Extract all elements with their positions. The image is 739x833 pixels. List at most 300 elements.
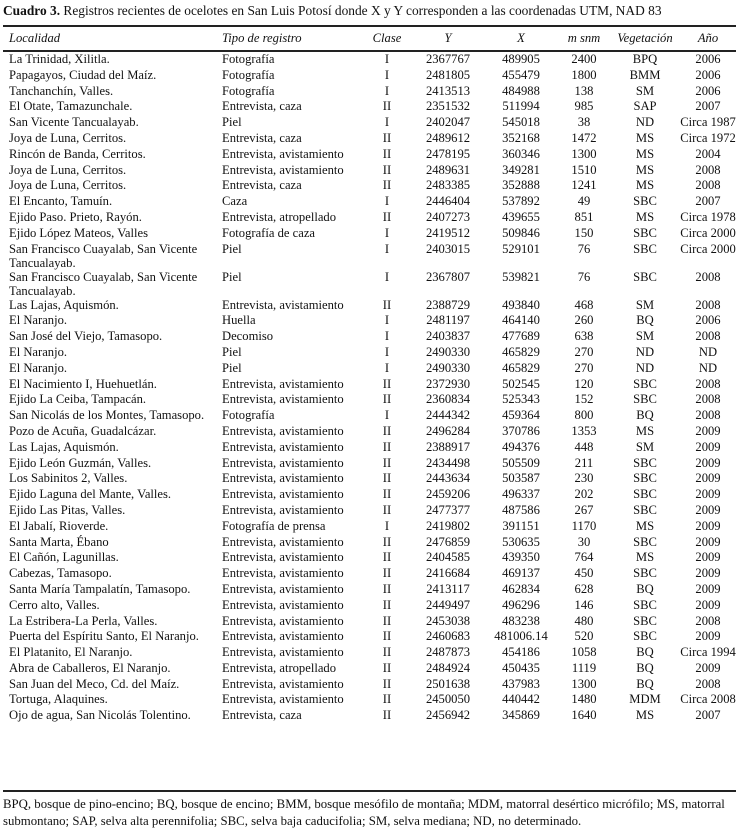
- cell-x: 505509: [502, 455, 540, 470]
- cell-tipo: Entrevista, atropellado: [222, 660, 337, 675]
- cell-msnm: 1472: [571, 130, 597, 145]
- cell-y: 2419512: [425, 225, 471, 240]
- cell-clase: II: [382, 99, 392, 114]
- cell-tipo: Caza: [222, 194, 248, 209]
- bottom-rule: [3, 790, 736, 792]
- cell-vegetacion: MDM: [629, 692, 661, 707]
- cell-clase: II: [382, 613, 392, 628]
- cell-clase: II: [382, 550, 392, 565]
- cell-tipo: Piel: [222, 115, 242, 130]
- cell-localidad: San Francisco Cuayalab, San Vicente Tancualayab.: [9, 241, 198, 270]
- cell-localidad: Papagayos, Ciudad del Maíz.: [9, 67, 157, 82]
- cell-x: 487586: [502, 502, 540, 517]
- cell-localidad: Santa Marta, Ébano: [9, 534, 109, 549]
- cell-clase: II: [382, 146, 392, 161]
- cell-x: 462834: [502, 581, 540, 596]
- cell-x: 454186: [502, 645, 540, 660]
- cell-vegetacion: BQ: [636, 581, 654, 596]
- cell-x: 469137: [502, 566, 540, 581]
- cell-localidad: Tanchanchín, Valles.: [9, 83, 114, 98]
- cell-vegetacion: ND: [635, 344, 655, 359]
- cell-msnm: 120: [574, 376, 594, 391]
- cell-localidad: Ejido López Mateos, Valles: [9, 225, 148, 240]
- cell-clase: II: [382, 581, 392, 596]
- cell-localidad: Ejido Paso. Prieto, Rayón.: [9, 209, 142, 224]
- table-row: [3, 440, 736, 456]
- cell-vegetacion: BQ: [636, 660, 654, 675]
- table-row: [3, 194, 736, 210]
- cell-clase: II: [382, 676, 392, 691]
- cell-localidad: Pozo de Acuña, Guadalcázar.: [9, 423, 157, 438]
- cell-x: 370786: [502, 423, 540, 438]
- cell-tipo: Entrevista, avistamiento: [222, 297, 344, 312]
- cell-clase: II: [382, 502, 392, 517]
- cell-vegetacion: BPQ: [632, 52, 658, 66]
- cell-x: 464140: [502, 313, 540, 328]
- table-row: [3, 50, 736, 68]
- cell-msnm: 270: [574, 360, 594, 375]
- cell-tipo: Entrevista, avistamiento: [222, 597, 344, 612]
- cell-localidad: El Cañón, Lagunillas.: [9, 550, 119, 565]
- table-row: [3, 629, 736, 645]
- cell-vegetacion: MS: [635, 423, 655, 438]
- cell-y: 2450050: [425, 692, 471, 707]
- cell-tipo: Entrevista, avistamiento: [222, 581, 344, 596]
- cell-tipo: Entrevista, avistamiento: [222, 692, 344, 707]
- cell-msnm: 202: [574, 487, 594, 502]
- table-row: [3, 242, 736, 270]
- cell-vegetacion: MS: [635, 518, 655, 533]
- cell-clase: I: [384, 225, 390, 240]
- cell-clase: II: [382, 487, 392, 502]
- table-row: [3, 131, 736, 147]
- cell-x: 493840: [502, 297, 540, 312]
- cell-x: 484988: [502, 83, 540, 98]
- cell-x: 503587: [502, 471, 540, 486]
- cell-msnm: 638: [574, 329, 594, 344]
- cell-msnm: 800: [574, 408, 594, 423]
- cell-clase: II: [382, 423, 392, 438]
- cell-x: 509846: [502, 225, 540, 240]
- cell-localidad: El Platanito, El Naranjo.: [9, 645, 133, 660]
- cell-y: 2434498: [425, 455, 471, 470]
- cell-msnm: 76: [577, 241, 591, 256]
- cell-y: 2413513: [425, 83, 471, 98]
- cell-anio: 2008: [695, 297, 721, 312]
- cell-localidad: El Otate, Tamazunchale.: [9, 99, 133, 114]
- col-header-tipo: Tipo de registro: [222, 31, 302, 45]
- cell-x: 529101: [502, 241, 540, 256]
- cell-x: 352888: [502, 178, 540, 193]
- cell-localidad: Rincón de Banda, Cerritos.: [9, 146, 146, 161]
- cell-x: 349281: [502, 162, 540, 177]
- table-row: [3, 313, 736, 329]
- cell-msnm: 985: [574, 99, 594, 114]
- cell-anio: ND: [698, 360, 718, 375]
- cell-anio: 2009: [695, 597, 721, 612]
- cell-tipo: Piel: [222, 344, 242, 359]
- cell-anio: Circa 1972: [680, 130, 736, 145]
- table-row: [3, 361, 736, 377]
- cell-vegetacion: MS: [635, 162, 655, 177]
- cell-clase: I: [384, 518, 390, 533]
- cell-msnm: 1058: [571, 645, 597, 660]
- cell-y: 2388917: [425, 439, 471, 454]
- cell-clase: I: [384, 408, 390, 423]
- cell-localidad: Los Sabinitos 2, Valles.: [9, 471, 128, 486]
- cell-msnm: 1640: [571, 708, 597, 723]
- cell-x: 439655: [502, 209, 540, 224]
- cell-vegetacion: SM: [635, 439, 655, 454]
- table-row: [3, 226, 736, 242]
- cell-clase: I: [384, 52, 390, 66]
- cell-tipo: Entrevista, avistamiento: [222, 487, 344, 502]
- table-row: [3, 99, 736, 115]
- cell-x: 539821: [502, 269, 540, 284]
- cell-localidad: Ejido León Guzmán, Valles.: [9, 455, 152, 470]
- footnote: BPQ, bosque de pino-encino; BQ, bosque de encino; BMM, bosque mesófilo de montaña; MDM, matorral desértico micrófilo; MS, matorral submontano; SAP, selva alta perennifolia; SBC, selva baja caducifolia; SM, selva mediana; ND, no determinado.: [3, 797, 725, 828]
- cell-vegetacion: SBC: [633, 471, 657, 486]
- cell-clase: II: [382, 471, 392, 486]
- cell-anio: 2006: [695, 313, 721, 328]
- cell-tipo: Entrevista, caza: [222, 178, 302, 193]
- cell-y: 2443634: [425, 471, 471, 486]
- table-row: [3, 692, 736, 708]
- cell-msnm: 1241: [571, 178, 597, 193]
- cell-vegetacion: BQ: [636, 645, 654, 660]
- table-row: [3, 471, 736, 487]
- table-row: [3, 298, 736, 314]
- cell-x: 345869: [502, 708, 540, 723]
- cell-clase: II: [382, 566, 392, 581]
- cell-y: 2372930: [425, 376, 471, 391]
- cell-x: 537892: [502, 194, 540, 209]
- cell-tipo: Entrevista, avistamiento: [222, 534, 344, 549]
- table-row: [3, 519, 736, 535]
- cell-y: 2489612: [425, 130, 471, 145]
- cell-clase: II: [382, 660, 392, 675]
- cell-anio: 2007: [695, 99, 721, 114]
- cell-x: 496337: [502, 487, 540, 502]
- cell-clase: II: [382, 708, 392, 723]
- cell-vegetacion: SM: [635, 329, 655, 344]
- cell-y: 2459206: [425, 487, 471, 502]
- table-row: [3, 550, 736, 566]
- col-header-anio: Año: [697, 31, 719, 45]
- cell-vegetacion: MS: [635, 146, 655, 161]
- cell-tipo: Fotografía: [222, 408, 275, 423]
- header-row: [3, 27, 736, 50]
- cell-vegetacion: SBC: [633, 241, 657, 256]
- table-row: [3, 345, 736, 361]
- cell-vegetacion: ND: [635, 360, 655, 375]
- col-header-x: X: [517, 31, 525, 45]
- cell-anio: Circa 1987: [680, 115, 736, 130]
- cell-tipo: Entrevista, caza: [222, 99, 302, 114]
- cell-x: 525343: [502, 392, 540, 407]
- cell-y: 2402047: [425, 115, 471, 130]
- cell-anio: 2007: [695, 194, 721, 209]
- cell-vegetacion: SM: [635, 83, 655, 98]
- cell-vegetacion: MS: [635, 178, 655, 193]
- cell-y: 2483385: [425, 178, 471, 193]
- cell-msnm: 150: [574, 225, 594, 240]
- cell-anio: 2008: [695, 329, 721, 344]
- cell-y: 2453038: [425, 613, 471, 628]
- cell-y: 2419802: [425, 518, 471, 533]
- cell-clase: II: [382, 645, 392, 660]
- cell-msnm: 260: [574, 313, 594, 328]
- cell-x: 440442: [502, 692, 540, 707]
- cell-msnm: 138: [574, 83, 594, 98]
- cell-y: 2484924: [425, 660, 471, 675]
- cell-anio: 2008: [695, 376, 721, 391]
- cell-clase: I: [384, 115, 390, 130]
- table-row: [3, 582, 736, 598]
- cell-anio: 2008: [695, 178, 721, 193]
- cell-vegetacion: BQ: [636, 676, 654, 691]
- cell-msnm: 520: [574, 629, 594, 644]
- cell-msnm: 851: [574, 209, 594, 224]
- cell-msnm: 480: [574, 613, 594, 628]
- table-row: [3, 115, 736, 131]
- cell-tipo: Entrevista, avistamiento: [222, 146, 344, 161]
- cell-vegetacion: SBC: [633, 455, 657, 470]
- cell-vegetacion: SAP: [633, 99, 657, 114]
- cell-y: 2449497: [425, 597, 471, 612]
- table-row: [3, 487, 736, 503]
- table-row: [3, 614, 736, 630]
- cell-tipo: Entrevista, atropellado: [222, 209, 337, 224]
- cell-vegetacion: SBC: [633, 225, 657, 240]
- cell-tipo: Fotografía de caza: [222, 225, 316, 240]
- cell-clase: I: [384, 360, 390, 375]
- cell-tipo: Fotografía: [222, 83, 275, 98]
- cell-x: 455479: [502, 67, 540, 82]
- cell-msnm: 1480: [571, 692, 597, 707]
- cell-anio: 2009: [695, 471, 721, 486]
- cell-localidad: Ejido Las Pitas, Valles.: [9, 502, 126, 517]
- cell-vegetacion: SBC: [633, 487, 657, 502]
- cell-anio: 2008: [695, 162, 721, 177]
- table-row: [3, 408, 736, 424]
- cell-anio: 2008: [695, 613, 721, 628]
- cell-localidad: El Jabalí, Rioverde.: [9, 518, 109, 533]
- cell-y: 2351532: [425, 99, 471, 114]
- cell-anio: 2009: [695, 455, 721, 470]
- cell-vegetacion: BQ: [636, 313, 654, 328]
- cell-msnm: 1300: [571, 146, 597, 161]
- cell-localidad: Joya de Luna, Cerritos.: [9, 130, 127, 145]
- cell-x: 465829: [502, 360, 540, 375]
- table-row: [3, 661, 736, 677]
- cell-x: 477689: [502, 329, 540, 344]
- cell-anio: 2008: [695, 269, 721, 284]
- table-row: [3, 329, 736, 345]
- cell-anio: 2009: [695, 660, 721, 675]
- cell-y: 2367807: [425, 269, 471, 284]
- cell-y: 2460683: [425, 629, 471, 644]
- cell-localidad: Joya de Luna, Cerritos.: [9, 178, 127, 193]
- cell-vegetacion: MS: [635, 130, 655, 145]
- cell-localidad: Las Lajas, Aquismón.: [9, 297, 119, 312]
- cell-clase: II: [382, 209, 392, 224]
- cell-clase: I: [384, 344, 390, 359]
- cell-anio: 2009: [695, 566, 721, 581]
- cell-anio: 2008: [695, 676, 721, 691]
- cell-msnm: 267: [574, 502, 594, 517]
- table-row: [3, 708, 736, 724]
- cell-y: 2477377: [425, 502, 471, 517]
- cell-y: 2456942: [425, 708, 471, 723]
- cell-x: 502545: [502, 376, 540, 391]
- table-row: [3, 68, 736, 84]
- cell-tipo: Entrevista, caza: [222, 130, 302, 145]
- cell-x: 437983: [502, 676, 540, 691]
- table-row: [3, 270, 736, 298]
- cell-y: 2416684: [425, 566, 471, 581]
- cell-vegetacion: SM: [635, 297, 655, 312]
- cell-vegetacion: ND: [635, 115, 655, 130]
- col-header-localidad: Localidad: [9, 31, 61, 45]
- cell-x: 465829: [502, 344, 540, 359]
- cell-tipo: Fotografía: [222, 67, 275, 82]
- cell-msnm: 38: [577, 115, 591, 130]
- cell-x: 511994: [502, 99, 540, 114]
- cell-tipo: Piel: [222, 269, 242, 284]
- cell-localidad: La Trinidad, Xilitla.: [9, 52, 110, 66]
- cell-msnm: 1300: [571, 676, 597, 691]
- cell-vegetacion: SBC: [633, 392, 657, 407]
- cell-localidad: San Francisco Cuayalab, San Vicente Tancualayab.: [9, 269, 198, 298]
- cell-vegetacion: SBC: [633, 597, 657, 612]
- cell-msnm: 1510: [571, 162, 597, 177]
- cell-clase: I: [384, 313, 390, 328]
- cell-msnm: 146: [574, 597, 594, 612]
- cell-localidad: El Encanto, Tamuín.: [9, 194, 113, 209]
- cell-anio: Circa 1994: [680, 645, 736, 660]
- table-row: [3, 210, 736, 226]
- cell-vegetacion: BMM: [629, 67, 661, 82]
- table-row: [3, 503, 736, 519]
- cell-tipo: Entrevista, avistamiento: [222, 566, 344, 581]
- cell-y: 2478195: [425, 146, 471, 161]
- cell-clase: II: [382, 392, 392, 407]
- cell-msnm: 468: [574, 297, 594, 312]
- cell-localidad: El Naranjo.: [9, 313, 68, 328]
- cell-anio: 2006: [695, 83, 721, 98]
- cell-localidad: Las Lajas, Aquismón.: [9, 439, 119, 454]
- cell-y: 2413117: [426, 581, 470, 596]
- cell-msnm: 1353: [571, 423, 597, 438]
- cell-clase: I: [384, 241, 390, 256]
- cell-x: 450435: [502, 660, 540, 675]
- cell-anio: 2009: [695, 629, 721, 644]
- table-row: [3, 535, 736, 551]
- cell-vegetacion: SBC: [633, 566, 657, 581]
- table-row: [3, 598, 736, 614]
- cell-y: 2489631: [425, 162, 471, 177]
- cell-anio: 2009: [695, 439, 721, 454]
- table-row: [3, 456, 736, 472]
- col-header-clase: Clase: [372, 31, 402, 45]
- cell-y: 2481805: [425, 67, 471, 82]
- cell-y: 2404585: [425, 550, 471, 565]
- cell-tipo: Entrevista, avistamiento: [222, 376, 344, 391]
- cell-anio: 2008: [695, 408, 721, 423]
- cell-localidad: San José del Viejo, Tamasopo.: [9, 329, 163, 344]
- cell-localidad: Cerro alto, Valles.: [9, 597, 100, 612]
- cell-x: 481006.14: [494, 629, 548, 644]
- cell-clase: II: [382, 629, 392, 644]
- cell-tipo: Piel: [222, 360, 242, 375]
- cell-x: 352168: [502, 130, 540, 145]
- cell-vegetacion: MS: [635, 708, 655, 723]
- cell-localidad: Tortuga, Alaquines.: [9, 692, 108, 707]
- cell-localidad: San Juan del Meco, Cd. del Maíz.: [9, 676, 180, 691]
- cell-localidad: Cabezas, Tamasopo.: [9, 566, 112, 581]
- cell-anio: 2008: [695, 392, 721, 407]
- cell-msnm: 450: [574, 566, 594, 581]
- cell-localidad: Ejido Laguna del Mante, Valles.: [9, 487, 172, 502]
- cell-msnm: 628: [574, 581, 594, 596]
- cell-anio: 2009: [695, 534, 721, 549]
- cell-tipo: Entrevista, avistamiento: [222, 423, 344, 438]
- cell-msnm: 1170: [571, 518, 597, 533]
- cell-tipo: Fotografía de prensa: [222, 518, 326, 533]
- cell-y: 2403015: [425, 241, 471, 256]
- cell-anio: 2009: [695, 423, 721, 438]
- cell-y: 2490330: [425, 360, 471, 375]
- cell-clase: I: [384, 83, 390, 98]
- cell-clase: II: [382, 162, 392, 177]
- cell-x: 459364: [502, 408, 540, 423]
- cell-clase: II: [382, 439, 392, 454]
- cell-msnm: 448: [574, 439, 594, 454]
- col-header-msnm: m snm: [567, 31, 601, 45]
- cell-clase: II: [382, 692, 392, 707]
- cell-anio: Circa 2008: [680, 692, 736, 707]
- cell-vegetacion: SBC: [633, 376, 657, 391]
- cell-msnm: 30: [577, 534, 591, 549]
- cell-anio: 2009: [695, 550, 721, 565]
- cell-x: 489905: [502, 52, 540, 66]
- cell-tipo: Entrevista, avistamiento: [222, 629, 344, 644]
- cell-clase: II: [382, 130, 392, 145]
- cell-y: 2501638: [425, 676, 471, 691]
- cell-anio: 2009: [695, 581, 721, 596]
- table-body: [3, 50, 736, 724]
- cell-msnm: 1119: [571, 660, 597, 675]
- cell-anio: 2006: [695, 52, 721, 66]
- cell-vegetacion: BQ: [636, 408, 654, 423]
- cell-y: 2388729: [425, 297, 471, 312]
- table-caption: [3, 3, 662, 19]
- cell-y: 2487873: [425, 645, 471, 660]
- cell-msnm: 2400: [571, 52, 597, 66]
- table-row: [3, 677, 736, 693]
- cell-y: 2367767: [425, 52, 471, 66]
- cell-tipo: Entrevista, caza: [222, 708, 302, 723]
- cell-clase: II: [382, 534, 392, 549]
- cell-x: 530635: [502, 534, 540, 549]
- cell-vegetacion: SBC: [633, 534, 657, 549]
- cell-tipo: Entrevista, avistamiento: [222, 392, 344, 407]
- cell-tipo: Entrevista, avistamiento: [222, 455, 344, 470]
- table-row: [3, 163, 736, 179]
- cell-y: 2490330: [425, 344, 471, 359]
- cell-msnm: 211: [574, 455, 594, 470]
